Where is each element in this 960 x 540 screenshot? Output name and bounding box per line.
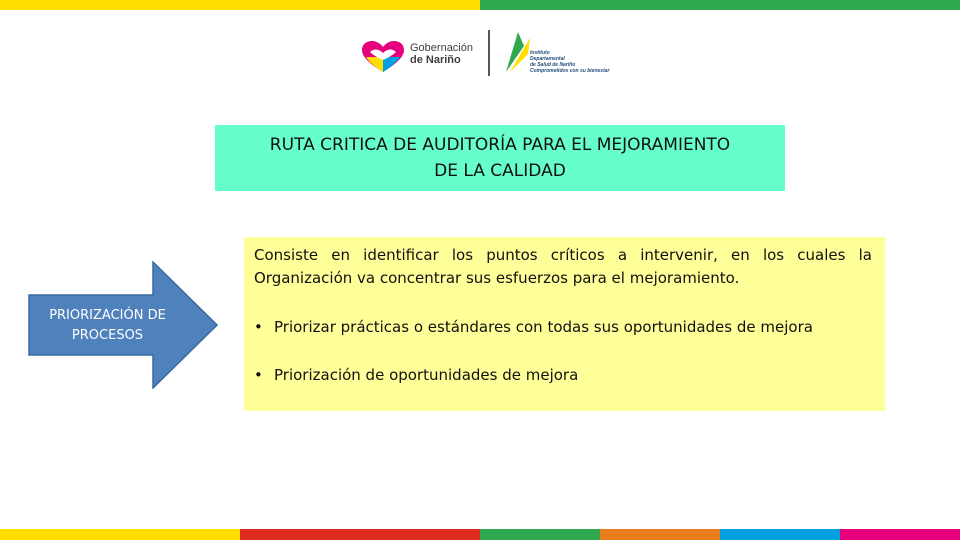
instituto-line1: Instituto: [530, 50, 550, 56]
bullet-symbol: •: [254, 366, 263, 384]
heart-logo-icon: [360, 40, 406, 74]
bottom-bar-magenta-segment: [840, 529, 960, 540]
top-bar-yellow-segment: [0, 0, 480, 10]
bottom-bar-green-segment: [480, 529, 600, 540]
bottom-bar-blue-segment: [720, 529, 840, 540]
bullet-item: [254, 365, 578, 385]
gobernacion-logo-text: [410, 42, 473, 66]
bottom-bar-red-segment: [240, 529, 480, 540]
logos-header: [360, 26, 610, 82]
top-bar-green-segment: [480, 0, 960, 10]
content-box: [244, 237, 885, 411]
instituto-logo-text: [530, 50, 610, 74]
bullet-text: Priorización de oportunidades de mejora: [274, 366, 579, 384]
arrow-label: PRIORIZACIÓN DE PROCESOS: [49, 308, 166, 343]
slide-title: RUTA CRITICA DE AUDITORÍA PARA EL MEJORAMIENTO DE LA CALIDAD: [269, 135, 731, 181]
bottom-bar-yellow-segment: [0, 529, 240, 540]
instituto-line2: Departamental: [530, 56, 565, 62]
instituto-line3: de Salud de Nariño: [530, 62, 576, 68]
top-color-bar: [0, 0, 960, 10]
bullet-item: [254, 317, 813, 337]
bottom-color-bar: [0, 529, 960, 540]
title-box: [215, 125, 785, 191]
bullet-text: Priorizar prácticas o estándares con todas sus oportunidades de mejora: [274, 318, 813, 336]
bullet-symbol: •: [254, 318, 263, 336]
bottom-bar-orange-segment: [600, 529, 720, 540]
gobernacion-line1: Gobernación: [410, 42, 473, 54]
gobernacion-line2: de Nariño: [410, 54, 461, 66]
instituto-tagline: Comprometidos con su bienestar: [530, 68, 610, 74]
description-text: Consiste en identificar los puntos críticos a intervenir, en los cuales la Organización va concentrar sus esfuerzos para el mejoramiento.: [254, 246, 872, 287]
logo-divider: [488, 30, 490, 76]
